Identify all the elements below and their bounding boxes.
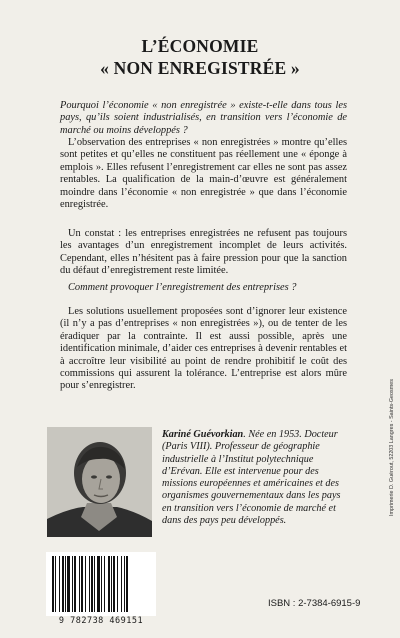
title-line-1: L’ÉCONOMIE <box>141 36 259 56</box>
barcode-bar <box>124 556 125 612</box>
printer-note: Imprimerie D. Guérout, 52203 Langres - Saints-Geosmes <box>389 379 395 516</box>
second-question: Comment provoquer l’enregistrement des entreprises ? <box>68 282 297 293</box>
paragraph-observation: L’observation des entreprises « non enregistrées » montre qu’elles sont petites et qu’elles ne constituent pas réellement une « éponge à emplois ». Elles refusent l’enregistrement car elles ne sont pas assez rentables. La qualification de la main-d’œuvre est généralement moindre dans l’économie « non enregistrée » que dans l’économie enregistrée. <box>60 137 347 211</box>
barcode-bar <box>67 556 70 612</box>
barcode <box>46 552 156 616</box>
barcode-bar <box>97 556 100 612</box>
barcode-bar <box>52 556 54 612</box>
author-photo <box>47 427 152 537</box>
barcode-digits: 9 782738 469151 <box>58 616 144 626</box>
barcode-bar <box>101 556 102 612</box>
barcode-bar <box>121 556 122 612</box>
paragraph-constat: Un constat : les entreprises enregistrées ne refusent pas toujours les avantages d’un enregistrement incomplet de leurs activités. Cependant, elles n’hésitent pas à faire pression pour que la sanction du défaut d’enregistrement reste limitée. <box>60 228 347 277</box>
barcode-bar <box>104 556 105 612</box>
barcode-bar <box>89 556 90 612</box>
barcode-bar <box>74 556 76 612</box>
barcode-bar <box>81 556 83 612</box>
author-bio <box>162 429 350 527</box>
barcode-bar <box>72 556 73 612</box>
barcode-bar <box>126 556 128 612</box>
barcode-bar <box>91 556 93 612</box>
barcode-bar <box>94 556 95 612</box>
author-bio-text: . Née en 1953. Docteur (Paris VIII). Professeur de géographie industrielle à l’Institut polytechnique d’Erévan. Elle est intervenue pour des missions européennes et américaines et des organismes gouvernementaux dans les pays en transition vers l’économie de marché et dans des pays peu développés. <box>162 429 341 527</box>
paragraph-solutions: Les solutions usuellement proposées sont d’ignorer leur existence (il n’y a pas d’entreprises « non enregistrées »), ou de tenter de les éradiquer par la contrainte. Il est aussi possible, après une identification minimale, d’aider ces entreprises à devenir rentables et à accroître leur visibilité au point de rendre prohibitif le coût des commissions qui assurent la tolérance. L’entreprise est alors mûre pour s’enregistrer. <box>60 306 347 392</box>
barcode-bar <box>59 556 60 612</box>
barcode-bar <box>55 556 56 612</box>
isbn: ISBN : 2-7384-6915-9 <box>268 598 361 609</box>
barcode-bar <box>62 556 64 612</box>
barcode-bar <box>65 556 66 612</box>
barcode-bar <box>111 556 112 612</box>
title-line-2: « NON ENREGISTRÉE » <box>100 58 300 78</box>
author-name: Kariné Guévorkian <box>162 429 244 440</box>
barcode-bar <box>108 556 110 612</box>
barcode-bar <box>79 556 80 612</box>
barcode-bar <box>113 556 115 612</box>
intro-question: Pourquoi l’économie « non enregistrée » existe-t-elle dans tous les pays, qu’ils soient industrialisés, en transition vers l’économie de marché ou moins développés ? <box>60 100 347 136</box>
barcode-bar <box>85 556 86 612</box>
barcode-bar <box>117 556 118 612</box>
